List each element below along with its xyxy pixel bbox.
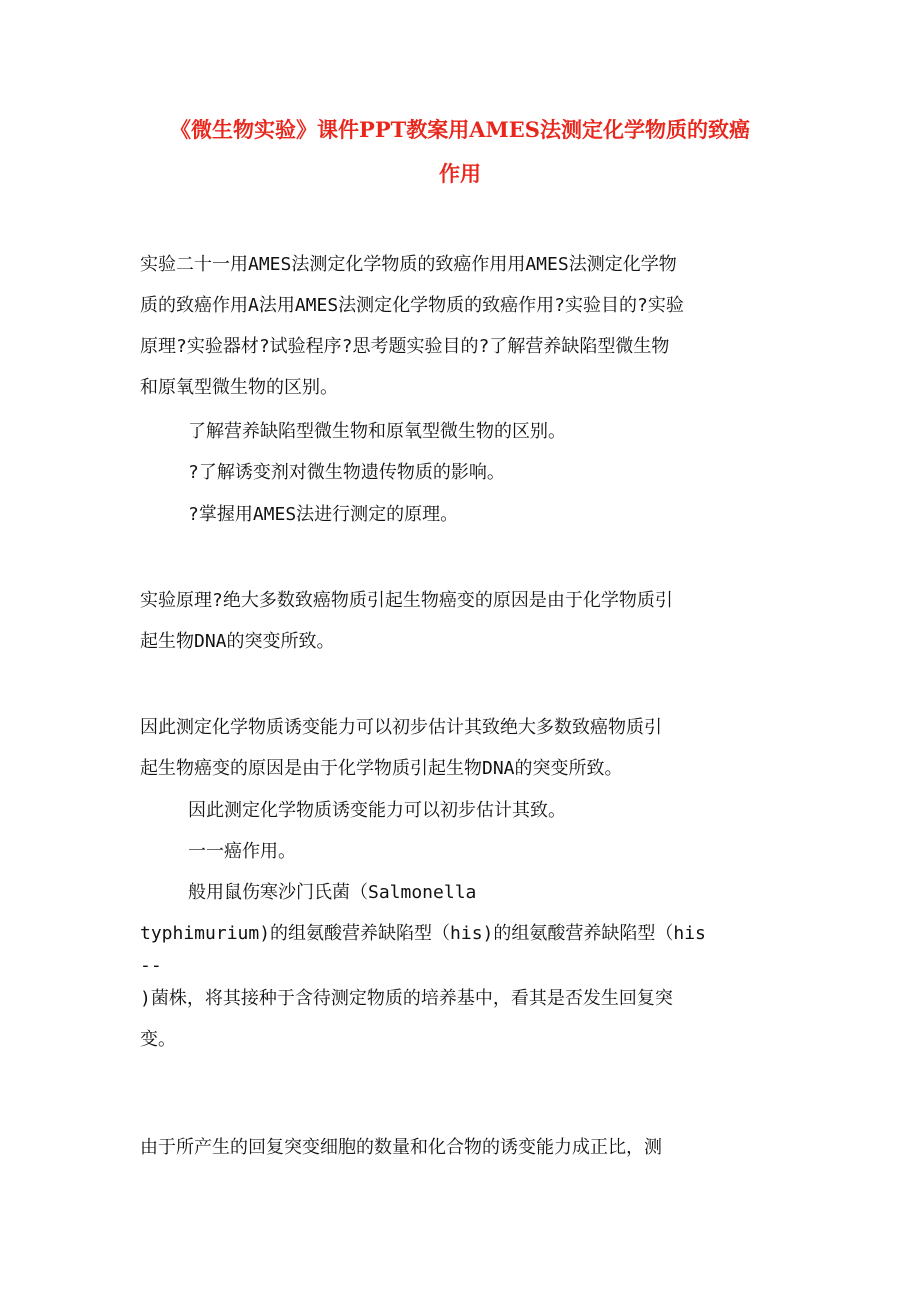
text-line: ?掌握用AMES法进行测定的原理。 [188,504,459,525]
paragraph-principle [140,580,790,662]
paragraph-objective-3 [140,494,838,535]
text-line: 起生物癌变的原因是由于化学物质引起生物DNA的突变所致。 [140,758,623,779]
text-line: 般用鼠伤寒沙门氏菌（Salmonella [188,882,477,903]
document-title [100,108,820,196]
text-line: 原理?实验器材?试验程序?思考题实验目的?了解营养缺陷型微生物 [140,336,670,357]
title-line: 作用 [439,161,481,186]
text-line: 变。 [140,1029,176,1050]
paragraph-therefore [140,707,790,789]
paragraph-objective-2 [140,452,838,493]
text-line: 实验原理?绝大多数致癌物质引起生物癌变的原因是由于化学物质引 [140,590,673,611]
paragraph-salmonella [140,872,790,1060]
text-line: 和原氧型微生物的区别。 [140,377,338,398]
paragraph-proportional [140,1127,790,1168]
paragraph-objective-1 [140,411,838,452]
text-line: 起生物DNA的突变所致。 [140,631,335,652]
text-line: 了解营养缺陷型微生物和原氧型微生物的区别。 [188,421,566,442]
title-line: 《微生物实验》课件PPT教案用AMES法测定化学物质的致癌 [170,117,750,142]
paragraph-intro [140,244,790,408]
text-line: 由于所产生的回复突变细胞的数量和化合物的诱变能力成正比，测 [140,1137,662,1158]
text-line: 质的致癌作用A法用AMES法测定化学物质的致癌作用?实验目的?实验 [140,295,684,316]
text-line: ?了解诱变剂对微生物遗传物质的影响。 [188,462,505,483]
text-line: 实验二十一用AMES法测定化学物质的致癌作用用AMES法测定化学物 [140,254,677,275]
text-line: typhimurium)的组氨酸营养缺陷型（his)的组氨酸营养缺陷型（his [140,923,706,944]
text-line: -- [140,955,162,976]
paragraph-cancer-effect [140,831,838,872]
paragraph-estimate [140,790,838,831]
text-line: 因此测定化学物质诱变能力可以初步估计其致。 [188,800,566,821]
text-line: 一一癌作用。 [188,841,296,862]
text-line: 因此测定化学物质诱变能力可以初步估计其致绝大多数致癌物质引 [140,717,662,738]
text-line: )菌株，将其接种于含待测定物质的培养基中，看其是否发生回复突 [140,988,673,1009]
